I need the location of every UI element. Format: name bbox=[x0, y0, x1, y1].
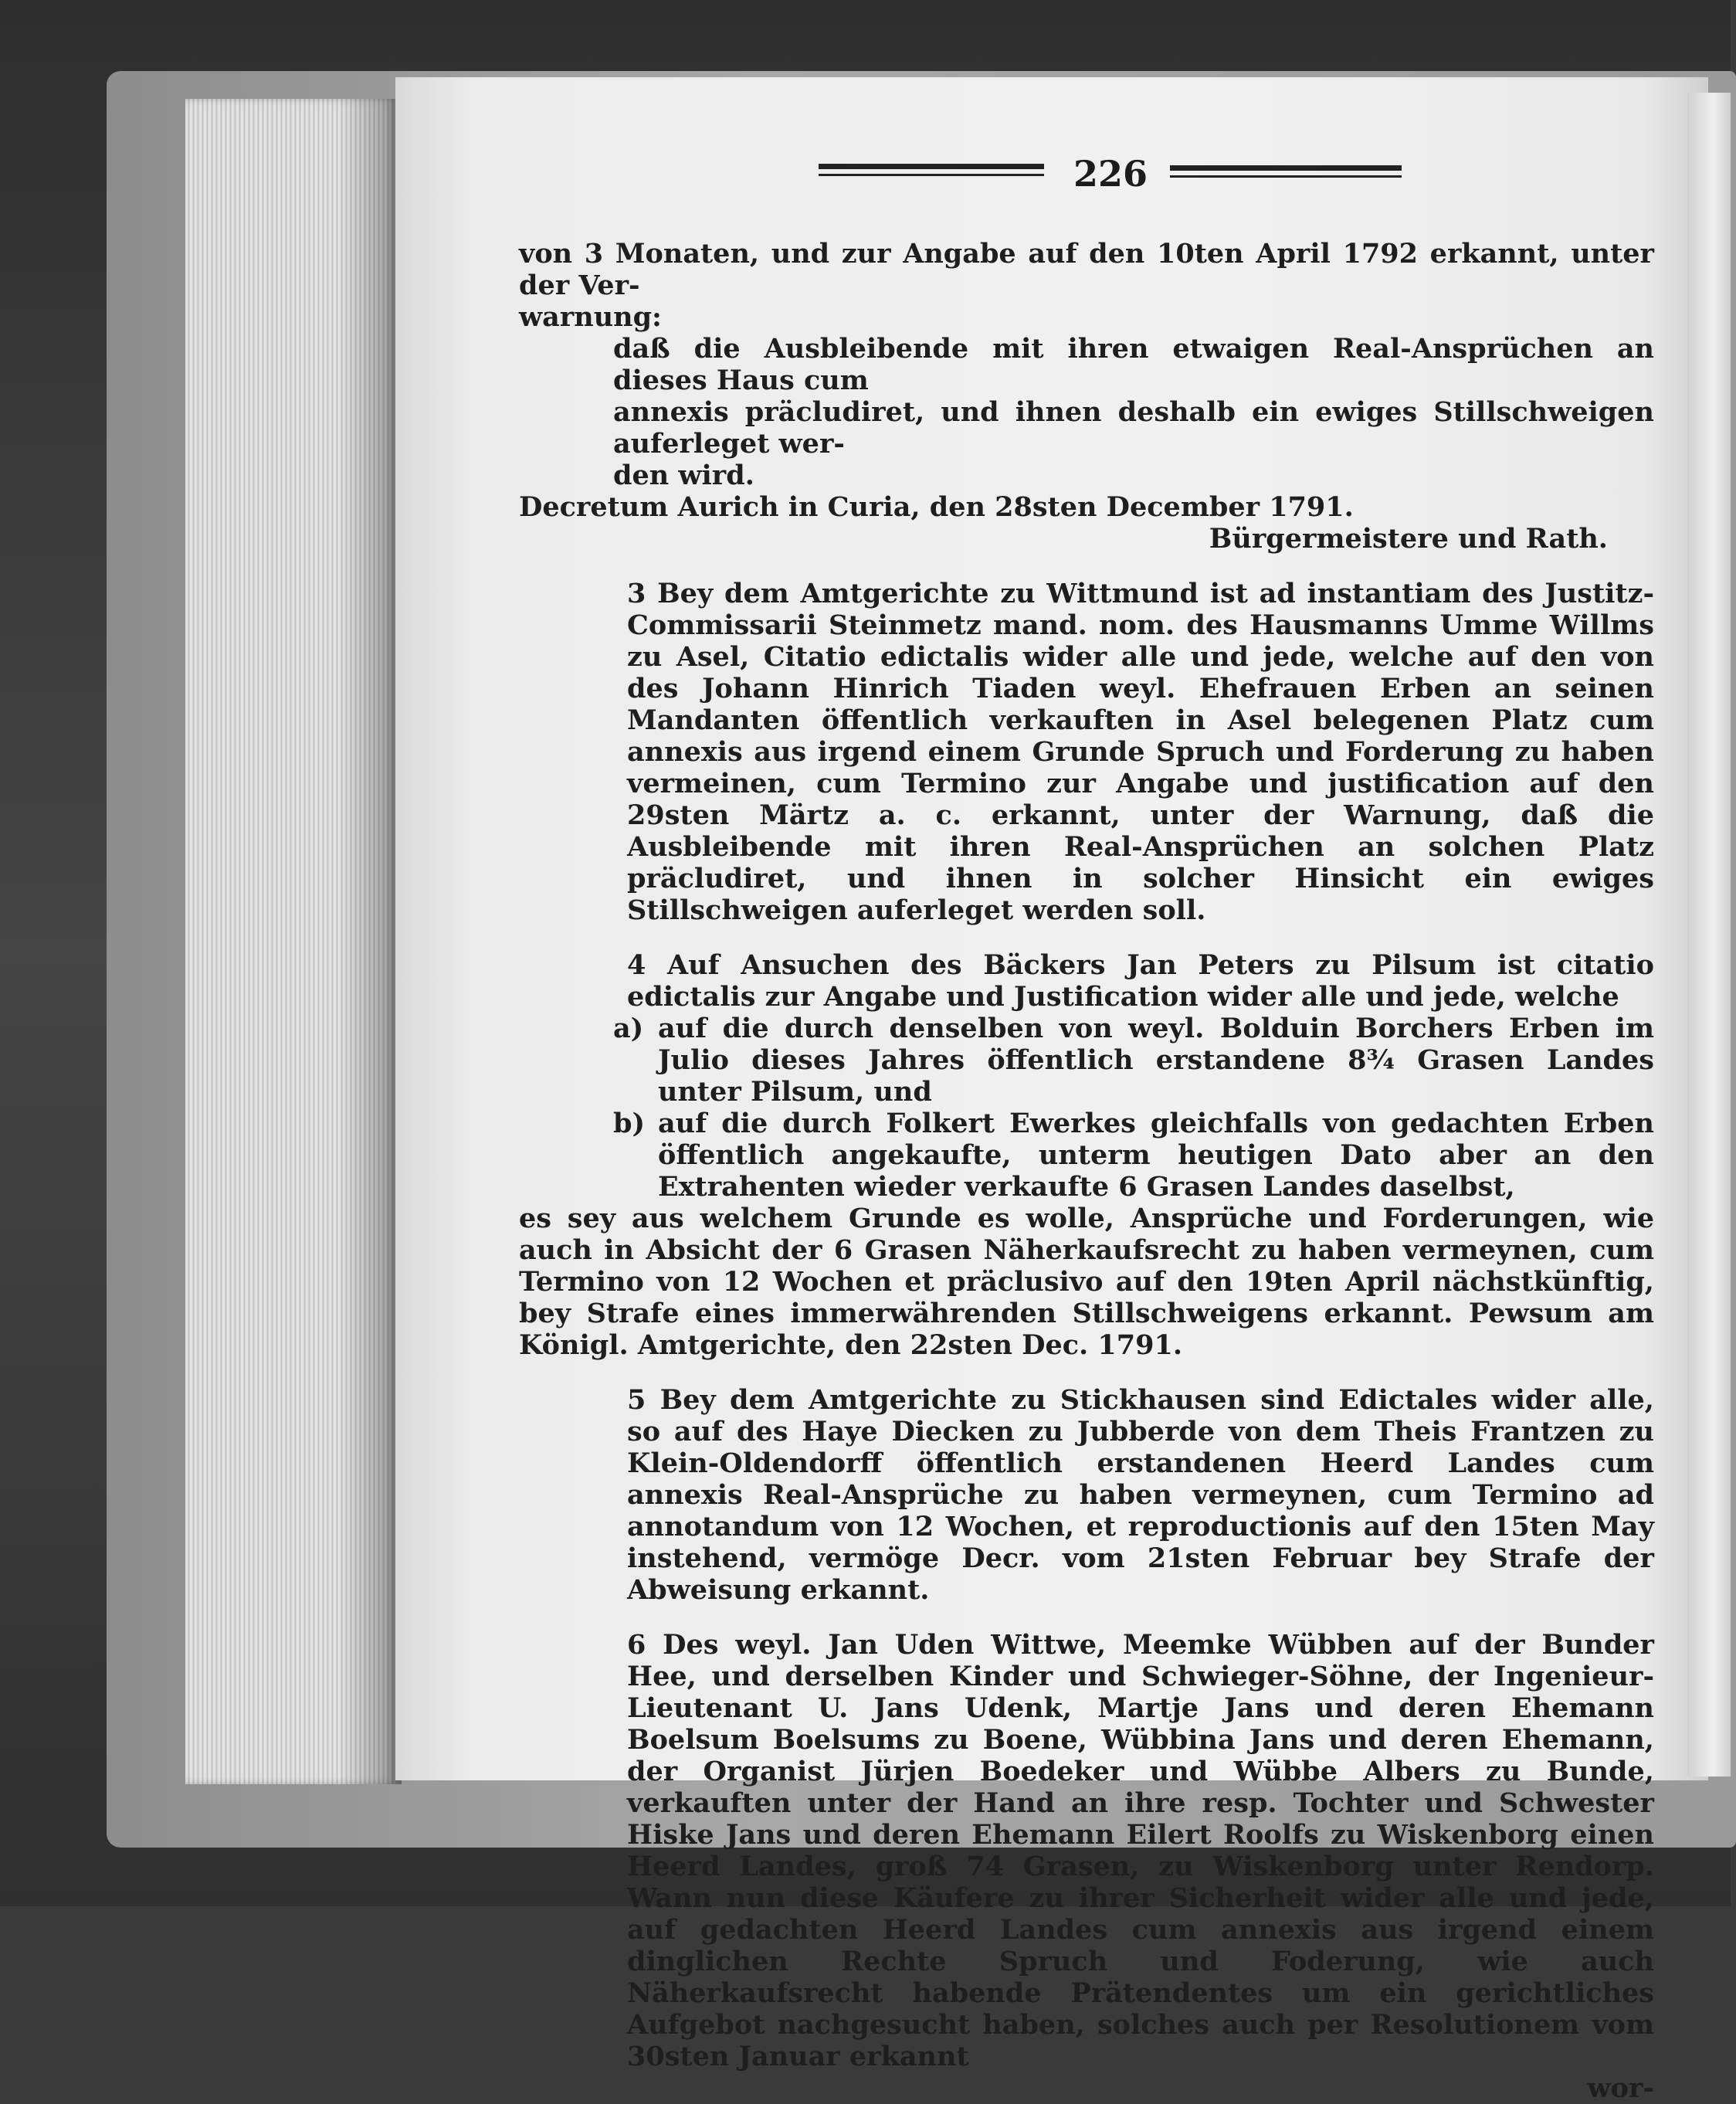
list-item-text: auf die durch Folkert Ewerkes gleichfalls von gedachten Erben öffentlich angekaufte, unterm heutigen Dato aber an den Extrahenten wieder verkaufte 6 Grasen Landes daselbst, bbox=[658, 1108, 1654, 1203]
paragraph-gap bbox=[519, 1606, 1654, 1629]
rule-line bbox=[819, 174, 1044, 176]
rule-line bbox=[1170, 165, 1402, 171]
signature-line: Bürgermeistere und Rath. bbox=[1209, 523, 1608, 555]
rule-line bbox=[819, 164, 1044, 169]
list-marker: b) bbox=[613, 1108, 646, 1139]
page-stack-shadow bbox=[340, 99, 402, 1784]
header-rule-left bbox=[819, 164, 1044, 184]
paragraph-gap bbox=[519, 926, 1654, 949]
book-gutter bbox=[1687, 93, 1731, 1777]
paragraph-line: warnung: bbox=[519, 301, 662, 333]
list-item-a bbox=[519, 1013, 1654, 1108]
decree-line: Decretum Aurich in Curia, den 28sten December 1791. bbox=[519, 491, 1354, 523]
page-number: 226 bbox=[1073, 153, 1148, 195]
quoted-warning-line: den wird. bbox=[613, 460, 754, 491]
page-body bbox=[519, 238, 1654, 2104]
list-item-text: auf die durch denselben von weyl. Bolduin Borchers Erben im Julio dieses Jahres öffentlich erstandene 8¾ Grasen Landes unter Pilsum, und bbox=[658, 1013, 1654, 1108]
list-marker: a) bbox=[613, 1013, 644, 1044]
paragraph-5: 5 Bey dem Amtgerichte zu Stickhausen sind Edictales wider alle, so auf des Haye Diecken zu Jubberde von dem Theis Frantzen zu Klein-Oldendorff öffentlich erstandenen Heerd Landes cum annexis Real-Ansprüche zu haben vermeynen, cum Termino ad annotandum von 12 Wochen, et reproductionis auf den 15ten May instehend, vermöge Decr. vom 21sten Februar bey Strafe der Abweisung erkannt. bbox=[627, 1384, 1654, 1606]
paragraph-3: 3 Bey dem Amtgerichte zu Wittmund ist ad instantiam des Justitz-Commissarii Steinmetz mand. nom. des Hausmanns Umme Willms zu Asel, Citatio edictalis wider alle und jede, welche auf den von des Johann Hinrich Tiaden weyl. Ehefrauen Erben an seinen Mandanten öffentlich verkauften in Asel belegenen Platz cum annexis aus irgend einem Grunde Spruch und Forderung zu haben vermeinen, cum Termino zur Angabe und justification auf den 29sten Märtz a. c. erkannt, unter der Warnung, daß die Ausbleibende mit ihren Real-Ansprüchen an solchen Platz präcludiret, und ihnen in solcher Hinsicht ein ewiges Stillschweigen auferleget werden soll. bbox=[627, 578, 1654, 926]
catchword: wor- bbox=[1587, 2072, 1654, 2104]
quoted-warning-line: daß die Ausbleibende mit ihren etwaigen Real-Ansprüchen an dieses Haus cum bbox=[613, 333, 1654, 396]
paragraph-gap bbox=[519, 1361, 1654, 1384]
page-header bbox=[819, 153, 1683, 199]
rule-line bbox=[1170, 175, 1402, 178]
paragraph-gap bbox=[519, 555, 1654, 578]
quoted-warning-line: annexis präcludiret, und ihnen deshalb ein ewiges Stillschweigen auferleget wer- bbox=[613, 396, 1654, 460]
list-item-b bbox=[519, 1108, 1654, 1203]
paragraph-4-intro: 4 Auf Ansuchen des Bäckers Jan Peters zu Pilsum ist citatio edictalis zur Angabe und Justification wider alle und jede, welche bbox=[627, 949, 1654, 1013]
paragraph-4-conclusion: es sey aus welchem Grunde es wolle, Ansprüche und Forderungen, wie auch in Absicht der 6 Grasen Näherkaufsrecht zu haben vermeynen, cum Termino von 12 Wochen et präclusivo auf den 19ten April nächstkünftig, bey Strafe eines immerwährenden Stillschweigens erkannt. Pewsum am Königl. Amtgerichte, den 22sten Dec. 1791. bbox=[519, 1203, 1654, 1361]
header-rule-right bbox=[1170, 165, 1402, 185]
paragraph-line: von 3 Monaten, und zur Angabe auf den 10ten April 1792 erkannt, unter der Ver- bbox=[519, 238, 1654, 301]
paragraph-6: 6 Des weyl. Jan Uden Wittwe, Meemke Wübben auf der Bunder Hee, und derselben Kinder und Schwieger-Söhne, der Ingenieur-Lieutenant U. Jans Udenk, Martje Jans und deren Ehemann Boelsum Boelsums zu Boene, Wübbina Jans und deren Ehemann, der Organist Jürjen Boedeker und Wübbe Albers zu Bunde, verkauften unter der Hand an ihre resp. Tochter und Schwester Hiske Jans und deren Ehemann Eilert Roolfs zu Wiskenborg einen Heerd Landes, groß 74 Grasen, zu Wiskenborg unter Rendorp. Wann nun diese Käufere zu ihrer Sicherheit wider alle und jede, auf gedachten Heerd Landes cum annexis aus irgend einem dinglichen Rechte Spruch und Foderung, wie auch Näherkaufsrecht habende Prätendentes um ein gerichtliches Aufgebot nachgesucht haben, solches auch per Resolutionem vom 30sten Januar erkannt bbox=[627, 1629, 1654, 2072]
